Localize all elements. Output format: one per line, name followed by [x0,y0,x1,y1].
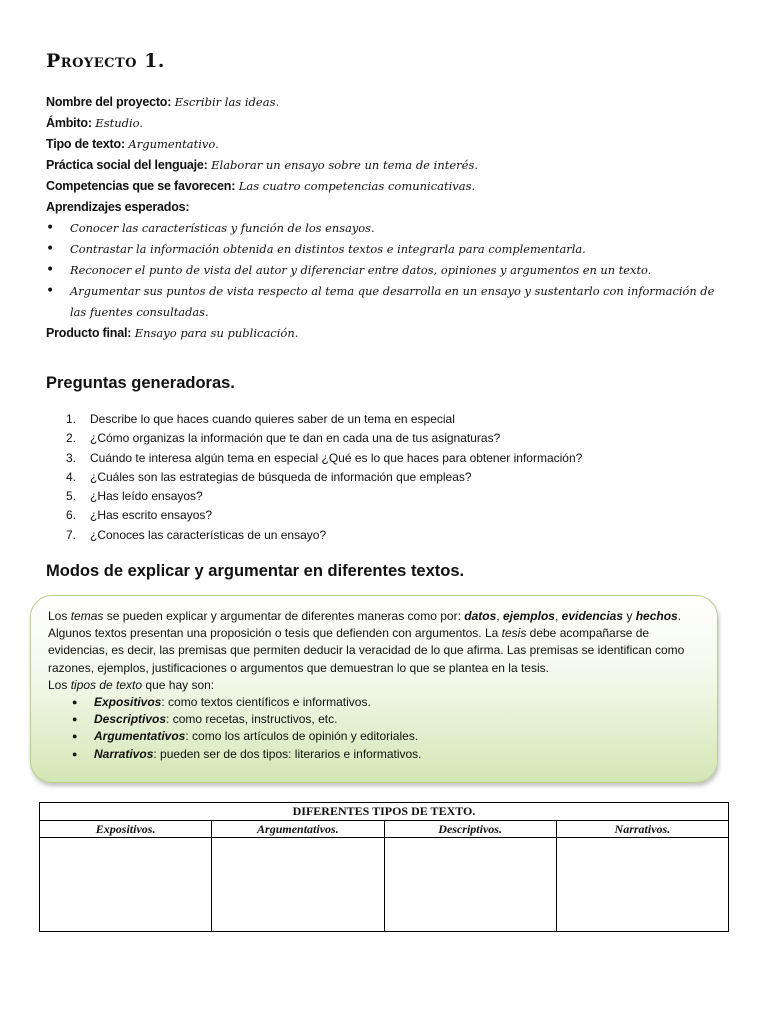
expected-learning-list [46,218,726,323]
text-types-table [39,802,729,932]
item-number: 7. [66,527,77,542]
emphasis-ejemplos: ejemplos [502,609,555,623]
type-name: Narrativos [94,746,154,761]
list-item [48,711,701,728]
list-item: • Reconocer el punto de vista del autor y diferenciar entre datos, opiniones y argumentos en un texto. [46,260,726,281]
scope-value: Estudio. [95,116,144,130]
list-item: • Contrastar la información obtenida en distintos textos e integrarla para complementarla. [46,239,726,260]
text-run: Algunos textos presentan una proposición o tesis que defienden con argumentos. La [48,626,502,641]
item-text: ¿Conoces las características de un ensayo? [90,527,327,542]
column-header: Argumentativos. [212,821,384,838]
list-item: • Argumentar sus puntos de vista respecto al tema que desarrolla en un ensayo y sustentarlo con información de las fuentes consultadas. [46,281,726,323]
types-list [48,694,701,763]
item-number: 4. [66,469,77,484]
text-run: Los [48,677,71,692]
text-types-panel [30,595,718,783]
emphasis-datos: datos [464,609,497,623]
project-details [46,92,726,344]
thesis-paragraph [48,625,701,677]
competencies-value: Las cuatro competencias comunicativas. [238,179,476,193]
item-number: 3. [66,450,77,465]
scope-label: Ámbito: [46,116,92,130]
list-item [66,487,582,506]
modes-heading: Modos de explicar y argumentar en diferentes textos. [46,562,465,580]
text-run: debe acompañarse de evidencias, es decir, las premisas que permiten deducir la veracidad de lo que afirma. Las premisas se identifican como razones, ejemplos, justificaciones o argumentos que demuestran lo que se plantea en la tesis. [48,626,685,675]
final-product-label: Producto final: [46,326,132,340]
emphasis-evidencias: evidencias [561,609,624,623]
social-practice-value: Elaborar un ensayo sobre un tema de interés. [211,158,479,172]
page-title: Proyecto 1. [46,50,165,72]
text-run: . [677,609,682,623]
type-desc: : pueden ser de dos tipos: literarios e informativos. [153,746,422,761]
list-item [66,410,582,429]
table-cell[interactable] [212,838,384,932]
item-number: 2. [66,431,77,446]
social-practice-line [46,155,726,176]
item-text: ¿Has leído ensayos? [90,489,203,504]
list-item [66,526,582,545]
list-item [48,746,701,763]
expected-learning-label: Aprendizajes esperados: [46,200,190,214]
text-run: y [623,609,636,623]
intro-paragraph [48,608,701,625]
text-type-line [46,134,726,155]
list-item [66,506,582,525]
project-name-value: Escribir las ideas. [174,95,280,109]
item-text: Describe lo que haces cuando quieres saber de un tema en especial [90,412,455,426]
column-header: Narrativos. [556,821,728,838]
item-number: 1. [66,412,77,426]
item-number: 6. [66,508,77,523]
emphasis-temas: temas [70,609,104,623]
emphasis-tesis: tesis [501,626,527,641]
item-text: Cuándo te interesa algún tema en especial ¿Qué es lo que haces para obtener información? [90,450,583,465]
type-name: Argumentativos [94,729,186,744]
type-desc: : como los artículos de opinión y editoriales. [185,729,419,744]
column-header: Expositivos. [40,821,212,838]
text-run: Los [48,609,71,623]
table-cell[interactable] [384,838,556,932]
competencies-line [46,176,726,197]
table-cell[interactable] [40,838,212,932]
questions-list [66,410,582,545]
final-product-line [46,323,726,344]
list-item [66,468,582,487]
questions-heading: Preguntas generadoras. [46,374,235,392]
text-run: que hay son: [142,677,215,692]
text-run: , [496,609,503,623]
table-cell[interactable] [556,838,728,932]
types-intro [48,677,701,694]
item-number: 5. [66,489,77,504]
expected-learning-line [46,197,726,218]
project-name-label: Nombre del proyecto: [46,95,172,109]
final-product-value: Ensayo para su publicación. [134,326,299,340]
list-item: • Conocer las características y función de los ensayos. [46,218,726,239]
list-item [66,429,582,448]
type-name: Expositivos [94,695,162,710]
type-name: Descriptivos [94,712,167,727]
text-run: , [554,609,562,623]
text-type-label: Tipo de texto: [46,137,125,151]
list-item [48,694,701,711]
project-name-line [46,92,726,113]
column-header: Descriptivos. [384,821,556,838]
text-type-value: Argumentativo. [128,137,219,151]
competencies-label: Competencias que se favorecen: [46,179,236,193]
table-title: DIFERENTES TIPOS DE TEXTO. [40,803,729,821]
emphasis-tipos: tipos de texto [70,677,143,692]
text-run: se pueden explicar y argumentar de diferentes maneras como por: [103,609,465,623]
type-desc: : como textos científicos e informativos. [161,695,371,710]
table-row [40,838,729,932]
scope-line [46,113,726,134]
emphasis-hechos: hechos [635,609,678,623]
item-text: ¿Cuáles son las estrategias de búsqueda de información que empleas? [90,469,472,484]
type-desc: : como recetas, instructivos, etc. [166,712,338,727]
list-item [48,728,701,745]
item-text: ¿Cómo organizas la información que te dan en cada una de tus asignaturas? [90,431,501,446]
social-practice-label: Práctica social del lenguaje: [46,158,208,172]
list-item [66,449,582,468]
item-text: ¿Has escrito ensayos? [90,508,213,523]
